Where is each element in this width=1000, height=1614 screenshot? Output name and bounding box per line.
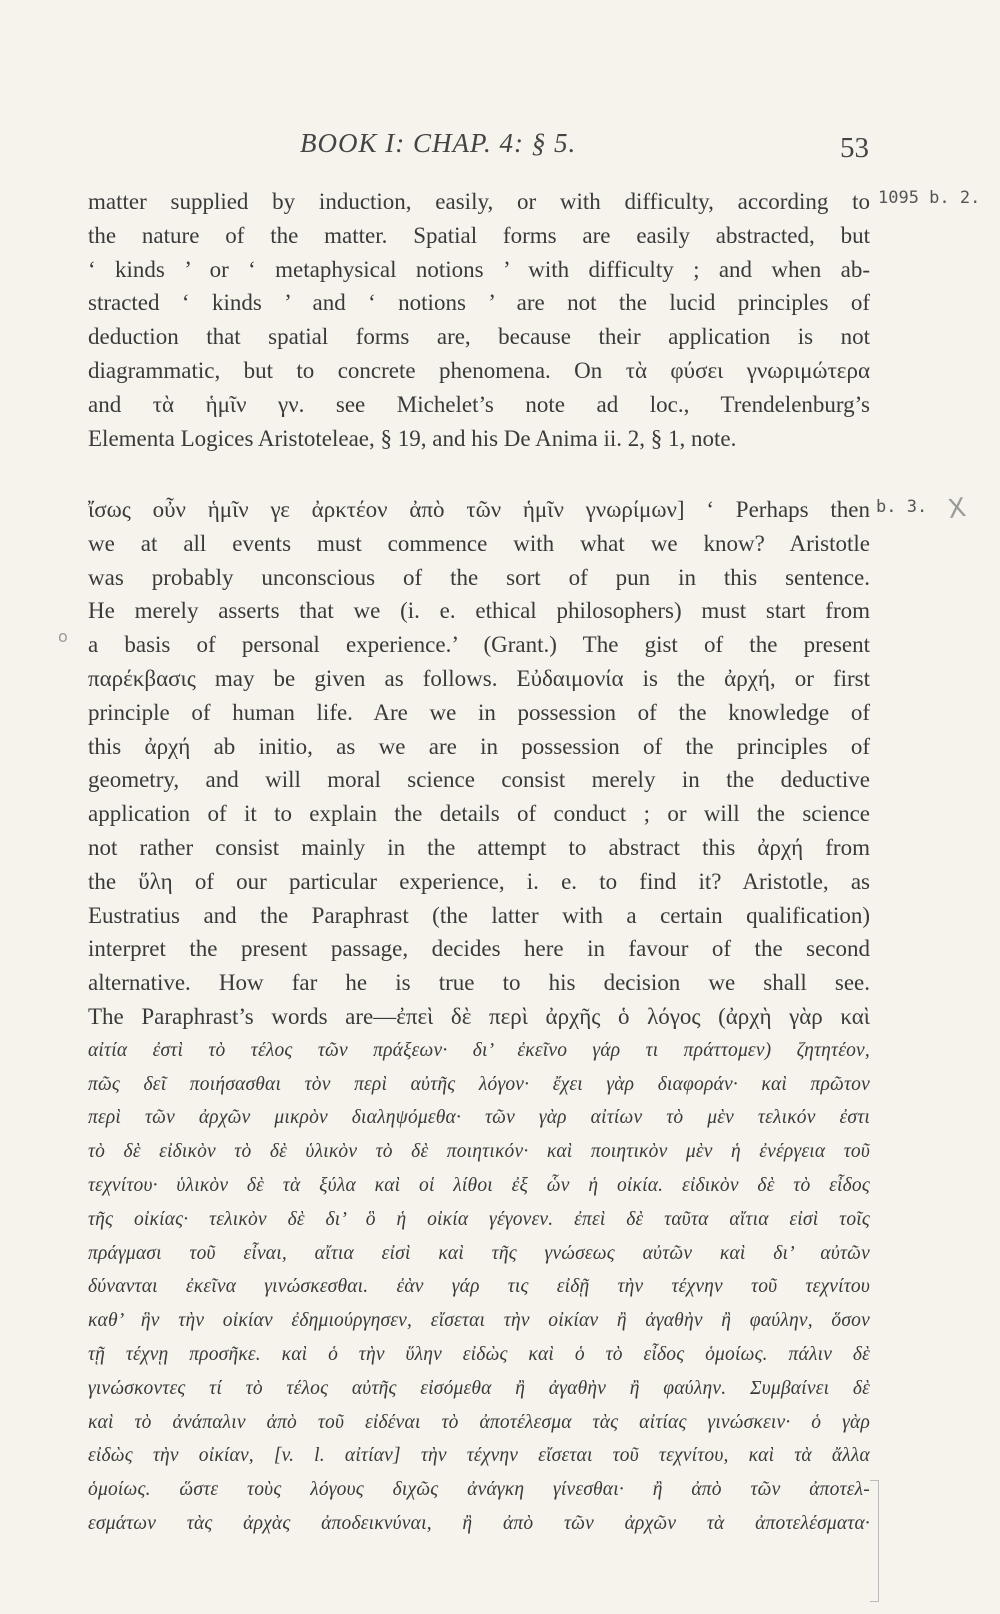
paragraph-1 xyxy=(88,185,870,455)
greek-text-line: εσμάτων τὰς ἀρχὰς ἀποδεικνύναι, ἢ ἀπὸ τῶν ἀρχῶν τὰ ἀποτελέσματα· xyxy=(88,1512,870,1534)
greek-text-line: τὸ δὲ εἰδικὸν τὸ δὲ ὑλικὸν τὸ δὲ ποιητικόν· καὶ ποιητικὸν μὲν ἡ ἐνέργεια τοῦ xyxy=(88,1141,870,1163)
text-line: we at all events must commence with what we know? Aristotle xyxy=(88,530,870,556)
pencil-mark-x: X xyxy=(945,492,968,526)
greek-text-line: καθ’ ἣν τὴν οἰκίαν ἐδημιούργησεν, εἴσεται τὴν οἰκίαν ἢ ἀγαθὴν ἢ φαύλην, ὅσον xyxy=(88,1310,870,1332)
paragraph-2 xyxy=(88,493,870,1541)
greek-text-line: δύνανται ἐκεῖνα γινώσκεσθαι. ἐὰν γάρ τις εἰδῇ τὴν τέχνην τοῦ τεχνίτου xyxy=(88,1276,870,1298)
greek-text-line: πῶς δεῖ ποιήσασθαι τὸν περὶ αὐτῆς λόγον· ἔχει γὰρ διαφοράν· καὶ πρῶτον xyxy=(88,1073,870,1095)
text-line: a basis of personal experience.’ (Grant.) The gist of the present xyxy=(88,632,870,658)
greek-text-line: εἰδὼς τὴν οἰκίαν, [v. l. αἰτίαν] τὴν τέχνην εἴσεται τοῦ τεχνίτου, καὶ τὰ ἄλλα xyxy=(88,1445,870,1467)
text-line: ἴσως οὖν ἡμῖν γε ἀρκτέον ἀπὸ τῶν ἡμῖν γνωρίμων] ‘ Perhaps then xyxy=(88,497,870,522)
text-line: ‘ kinds ’ or ‘ metaphysical notions ’ with difficulty ; and when ab- xyxy=(88,256,870,282)
running-head: BOOK I: CHAP. 4: § 5. xyxy=(300,128,577,158)
text-line: the nature of the matter. Spatial forms are easily abstracted, but xyxy=(88,222,870,248)
text-line: this ἀρχή ab initio, as we are in possession of the principles of xyxy=(88,733,870,759)
text-line: alternative. How far he is true to his decision we shall see. xyxy=(88,970,870,996)
text-line: not rather consist mainly in the attempt to abstract this ἀρχή from xyxy=(88,834,870,860)
text-line: the ὕλη of our particular experience, i. e. to find it? Aristotle, as xyxy=(88,868,870,894)
text-line: principle of human life. Are we in possession of the knowledge of xyxy=(88,699,870,725)
greek-text-line: γινώσκοντες τί τὸ τέλος αὐτῆς εἰσόμεθα ἢ ἀγαθὴν ἢ φαύλην. Συμβαίνει δὲ xyxy=(88,1377,870,1399)
text-line: The Paraphrast’s words are—ἐπεὶ δὲ περὶ ἀρχῆς ὁ λόγος (ἀρχὴ γὰρ καὶ xyxy=(88,1003,870,1029)
text-line: stracted ‘ kinds ’ and ‘ notions ’ are not the lucid principles of xyxy=(88,290,870,316)
greek-text-line: ὁμοίως. ὥστε τοὺς λόγους διχῶς ἀνάγκη γίνεσθαι· ἢ ἀπὸ τῶν ἀποτελ- xyxy=(88,1479,870,1501)
greek-text-line: τῆς οἰκίας· τελικὸν δὲ δι’ ὃ ἡ οἰκία γέγονεν. ἐπεὶ δὲ ταῦτα αἴτια εἰσὶ τοῖς xyxy=(88,1208,870,1230)
text-line: diagrammatic, but to concrete phenomena. On τὰ φύσει γνωριμώτερα xyxy=(88,357,870,383)
greek-text-line: αἰτία ἐστὶ τὸ τέλος τῶν πράξεων· δι’ ἐκεῖνο γάρ τι πράττομεν) ζητητέον, xyxy=(88,1039,870,1061)
greek-text-line: πράγμασι τοῦ εἶναι, αἴτια εἰσὶ καὶ τῆς γνώσεως αὐτῶν καὶ δι’ αὐτῶν xyxy=(88,1242,870,1264)
text-line: application of it to explain the details of conduct ; or will the science xyxy=(88,801,870,827)
text-line: and τὰ ἡμῖν γν. see Michelet’s note ad loc., Trendelenburg’s xyxy=(88,391,870,417)
text-line: παρέκβασις may be given as follows. Εὐδαιμονία is the ἀρχή, or first xyxy=(88,665,870,691)
margin-reference-1095b2: 1095 b. 2. xyxy=(878,188,981,208)
margin-bracket-mark xyxy=(870,1480,879,1602)
pencil-mark-o: o xyxy=(58,627,68,646)
greek-text-line: περὶ τῶν ἀρχῶν μικρὸν διαληψόμεθα· τῶν γὰρ αἰτίων τὸ μὲν τελικόν ἐστι xyxy=(88,1107,870,1129)
greek-text-line: τῇ τέχνῃ προσῆκε. καὶ ὁ τὴν ὕλην εἰδὼς καὶ ὁ τὸ εἶδος ὁμοίως. πάλιν δὲ xyxy=(88,1343,870,1365)
text-line: interpret the present passage, decides here in favour of the second xyxy=(88,936,870,962)
text-line: deduction that spatial forms are, because their application is not xyxy=(88,324,870,350)
greek-text-line: τεχνίτου· ὑλικὸν δὲ τὰ ξύλα καὶ οἱ λίθοι ἐξ ὧν ἡ οἰκία. εἰδικὸν δὲ τὸ εἶδος xyxy=(88,1174,870,1196)
margin-reference-b3: b. 3. xyxy=(876,497,928,517)
text-line: geometry, and will moral science consist merely in the deductive xyxy=(88,767,870,793)
text-line: Elementa Logices Aristoteleae, § 19, and his De Anima ii. 2, § 1, note. xyxy=(88,425,737,451)
text-line: matter supplied by induction, easily, or with difficulty, according to xyxy=(88,189,870,214)
page-number: 53 xyxy=(840,132,869,164)
greek-text-line: καὶ τὸ ἀνάπαλιν ἀπὸ τοῦ εἰδέναι τὸ ἀποτέλεσμα τὰς αἰτίας γινώσκειν· ὁ γὰρ xyxy=(88,1411,870,1433)
text-line: was probably unconscious of the sort of pun in this sentence. xyxy=(88,564,870,590)
text-line: Eustratius and the Paraphrast (the latter with a certain qualification) xyxy=(88,902,870,928)
text-line: He merely asserts that we (i. e. ethical philosophers) must start from xyxy=(88,598,870,624)
